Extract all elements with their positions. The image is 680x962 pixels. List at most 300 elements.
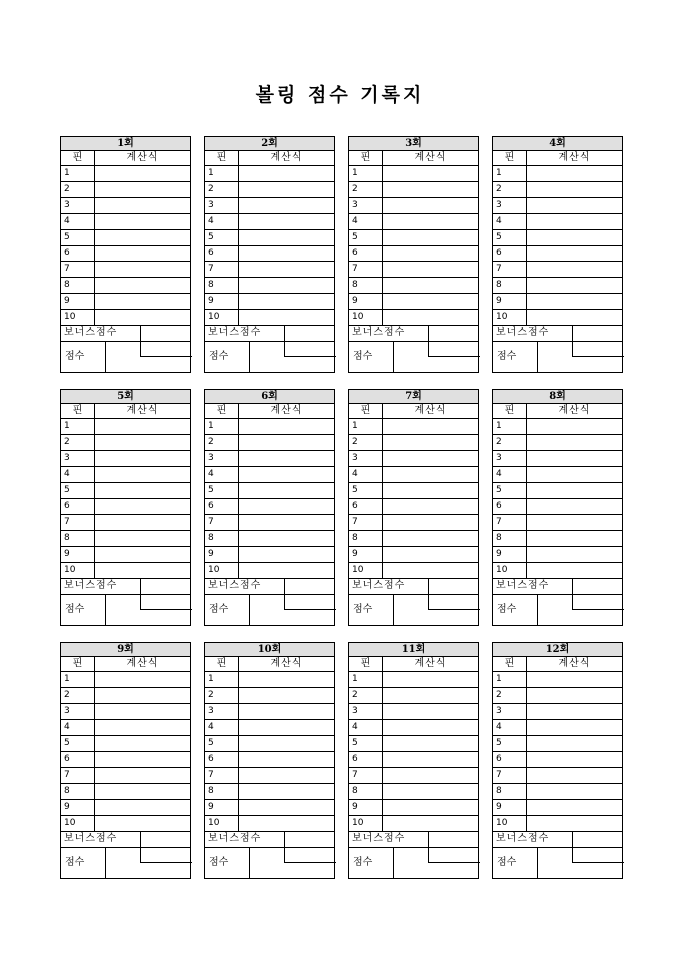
frame-number: 2 — [349, 435, 383, 450]
bonus-label: 보너스점수 — [208, 327, 262, 338]
formula-cell[interactable] — [239, 784, 334, 799]
formula-cell[interactable] — [527, 246, 622, 261]
formula-cell[interactable] — [239, 278, 334, 293]
frame-number: 2 — [205, 182, 239, 197]
formula-cell[interactable] — [95, 547, 190, 562]
score-box[interactable] — [140, 594, 192, 610]
frame-row — [348, 784, 479, 800]
game-card — [60, 389, 192, 626]
formula-header: 계산식 — [414, 152, 447, 163]
formula-cell[interactable] — [527, 310, 622, 325]
frame-row — [492, 262, 623, 278]
frame-row — [348, 419, 479, 435]
score-box[interactable] — [284, 847, 336, 863]
formula-cell[interactable] — [95, 752, 190, 767]
formula-cell[interactable] — [239, 563, 334, 578]
formula-cell[interactable] — [527, 752, 622, 767]
formula-cell[interactable] — [383, 704, 478, 719]
formula-cell[interactable] — [239, 499, 334, 514]
formula-cell[interactable] — [95, 278, 190, 293]
pin-header: 핀 — [493, 151, 527, 165]
frame-row — [204, 531, 335, 547]
formula-header: 계산식 — [558, 658, 591, 669]
formula-cell[interactable] — [383, 483, 478, 498]
score-row — [348, 848, 479, 879]
frame-number: 5 — [205, 230, 239, 245]
formula-cell[interactable] — [383, 800, 478, 815]
frame-row — [60, 182, 191, 198]
formula-cell[interactable] — [383, 278, 478, 293]
formula-cell[interactable] — [95, 435, 190, 450]
formula-cell[interactable] — [383, 419, 478, 434]
frame-row — [60, 800, 191, 816]
frame-number: 4 — [349, 720, 383, 735]
bonus-label: 보너스점수 — [352, 580, 406, 591]
formula-cell[interactable] — [527, 262, 622, 277]
formula-cell[interactable] — [239, 752, 334, 767]
frame-row — [60, 563, 191, 579]
pin-header: 핀 — [349, 404, 383, 418]
score-row — [204, 342, 335, 373]
formula-cell[interactable] — [383, 435, 478, 450]
formula-cell[interactable] — [383, 310, 478, 325]
formula-header: 계산식 — [414, 405, 447, 416]
game-header: 7회 — [348, 389, 479, 404]
formula-cell[interactable] — [383, 816, 478, 831]
bonus-divider — [428, 832, 429, 847]
frame-row — [204, 278, 335, 294]
formula-cell[interactable] — [95, 310, 190, 325]
frame-row — [348, 752, 479, 768]
formula-cell[interactable] — [383, 182, 478, 197]
frame-number: 10 — [205, 310, 239, 325]
frame-number: 6 — [349, 499, 383, 514]
frame-row — [492, 419, 623, 435]
frame-number: 6 — [349, 246, 383, 261]
frame-number: 2 — [205, 688, 239, 703]
frame-number: 5 — [61, 736, 95, 751]
formula-cell[interactable] — [383, 768, 478, 783]
formula-cell[interactable] — [95, 166, 190, 181]
score-row — [492, 342, 623, 373]
bonus-divider — [428, 579, 429, 594]
score-box[interactable] — [428, 847, 480, 863]
formula-cell[interactable] — [239, 451, 334, 466]
formula-cell[interactable] — [239, 435, 334, 450]
game-header: 4회 — [492, 136, 623, 151]
frame-number: 6 — [61, 752, 95, 767]
formula-cell[interactable] — [527, 800, 622, 815]
frame-number: 4 — [61, 467, 95, 482]
formula-cell[interactable] — [95, 451, 190, 466]
formula-cell[interactable] — [239, 688, 334, 703]
formula-cell[interactable] — [95, 419, 190, 434]
formula-cell[interactable] — [527, 483, 622, 498]
score-box[interactable] — [428, 341, 480, 357]
frame-number: 6 — [349, 752, 383, 767]
frame-row — [60, 419, 191, 435]
frame-row — [204, 419, 335, 435]
frame-row — [204, 483, 335, 499]
formula-cell[interactable] — [527, 736, 622, 751]
frame-row — [348, 800, 479, 816]
frame-number: 3 — [61, 704, 95, 719]
frame-row — [348, 310, 479, 326]
frame-number: 4 — [493, 467, 527, 482]
frame-number: 7 — [493, 515, 527, 530]
frame-row — [348, 278, 479, 294]
bonus-row — [492, 579, 623, 595]
formula-cell[interactable] — [239, 419, 334, 434]
frame-number: 1 — [61, 419, 95, 434]
frame-row — [492, 547, 623, 563]
frame-number: 5 — [493, 230, 527, 245]
column-header-row — [348, 151, 479, 166]
formula-cell[interactable] — [95, 294, 190, 309]
frame-row — [348, 214, 479, 230]
formula-cell[interactable] — [383, 246, 478, 261]
score-label: 점수 — [493, 342, 538, 372]
formula-header: 계산식 — [126, 152, 159, 163]
formula-cell[interactable] — [239, 547, 334, 562]
frame-row — [492, 784, 623, 800]
formula-cell[interactable] — [95, 563, 190, 578]
frame-number: 8 — [61, 531, 95, 546]
formula-cell[interactable] — [527, 672, 622, 687]
pin-header: 핀 — [493, 657, 527, 671]
bonus-row — [348, 832, 479, 848]
pin-header: 핀 — [205, 151, 239, 165]
formula-cell[interactable] — [239, 736, 334, 751]
frame-row — [204, 816, 335, 832]
formula-header: 계산식 — [126, 658, 159, 669]
formula-cell[interactable] — [95, 688, 190, 703]
formula-cell[interactable] — [383, 563, 478, 578]
formula-cell[interactable] — [95, 784, 190, 799]
formula-cell[interactable] — [239, 198, 334, 213]
score-row — [60, 595, 191, 626]
frame-row — [204, 672, 335, 688]
formula-cell[interactable] — [527, 435, 622, 450]
formula-cell[interactable] — [527, 515, 622, 530]
frame-number: 1 — [61, 166, 95, 181]
formula-cell[interactable] — [239, 214, 334, 229]
frame-number: 6 — [205, 246, 239, 261]
score-box[interactable] — [140, 847, 192, 863]
frame-row — [348, 816, 479, 832]
frame-number: 7 — [205, 262, 239, 277]
frame-number: 7 — [205, 768, 239, 783]
frame-number: 1 — [493, 166, 527, 181]
frame-row — [204, 768, 335, 784]
formula-cell[interactable] — [383, 230, 478, 245]
formula-cell[interactable] — [239, 310, 334, 325]
frame-row — [60, 246, 191, 262]
formula-cell[interactable] — [95, 230, 190, 245]
formula-header: 계산식 — [270, 658, 303, 669]
score-row — [204, 848, 335, 879]
formula-cell[interactable] — [383, 262, 478, 277]
bonus-row — [204, 579, 335, 595]
frame-number: 5 — [61, 230, 95, 245]
frame-number: 9 — [493, 547, 527, 562]
frame-number: 3 — [205, 451, 239, 466]
formula-cell[interactable] — [95, 768, 190, 783]
formula-cell[interactable] — [527, 278, 622, 293]
formula-cell[interactable] — [95, 214, 190, 229]
frame-row — [204, 182, 335, 198]
bonus-row — [204, 832, 335, 848]
formula-cell[interactable] — [95, 262, 190, 277]
frame-number: 8 — [205, 278, 239, 293]
formula-cell[interactable] — [527, 198, 622, 213]
formula-cell[interactable] — [239, 515, 334, 530]
score-box[interactable] — [284, 341, 336, 357]
frame-number: 7 — [493, 768, 527, 783]
game-header: 8회 — [492, 389, 623, 404]
formula-cell[interactable] — [239, 467, 334, 482]
frame-row — [348, 230, 479, 246]
frame-row — [204, 752, 335, 768]
frame-number: 7 — [349, 768, 383, 783]
formula-cell[interactable] — [239, 672, 334, 687]
frame-row — [204, 547, 335, 563]
frame-row — [60, 230, 191, 246]
frame-number: 5 — [493, 736, 527, 751]
score-box[interactable] — [572, 341, 624, 357]
formula-cell[interactable] — [383, 752, 478, 767]
formula-cell[interactable] — [95, 720, 190, 735]
frame-row — [204, 262, 335, 278]
score-row — [348, 342, 479, 373]
formula-cell[interactable] — [95, 483, 190, 498]
formula-cell[interactable] — [527, 294, 622, 309]
frame-row — [204, 451, 335, 467]
frame-row — [492, 451, 623, 467]
frame-row — [492, 704, 623, 720]
formula-cell[interactable] — [527, 720, 622, 735]
formula-cell[interactable] — [95, 531, 190, 546]
score-label: 점수 — [349, 342, 394, 372]
frame-row — [348, 704, 479, 720]
score-box[interactable] — [428, 594, 480, 610]
game-card — [60, 642, 192, 879]
frame-row — [60, 483, 191, 499]
formula-cell[interactable] — [383, 499, 478, 514]
frame-row — [348, 688, 479, 704]
formula-cell[interactable] — [527, 547, 622, 562]
formula-cell[interactable] — [95, 499, 190, 514]
score-box[interactable] — [140, 341, 192, 357]
score-row — [492, 848, 623, 879]
formula-cell[interactable] — [383, 294, 478, 309]
formula-cell[interactable] — [383, 214, 478, 229]
frame-number: 8 — [61, 784, 95, 799]
score-box[interactable] — [284, 594, 336, 610]
pin-header: 핀 — [205, 657, 239, 671]
frame-number: 2 — [61, 182, 95, 197]
frame-number: 1 — [349, 419, 383, 434]
formula-cell[interactable] — [239, 230, 334, 245]
frame-number: 2 — [61, 435, 95, 450]
formula-cell[interactable] — [527, 688, 622, 703]
formula-cell[interactable] — [527, 419, 622, 434]
game-card — [204, 136, 336, 373]
formula-cell[interactable] — [527, 166, 622, 181]
frame-row — [60, 752, 191, 768]
frame-number: 5 — [349, 230, 383, 245]
frame-number: 3 — [493, 198, 527, 213]
formula-cell[interactable] — [383, 515, 478, 530]
formula-cell[interactable] — [95, 246, 190, 261]
formula-cell[interactable] — [95, 182, 190, 197]
formula-cell[interactable] — [527, 784, 622, 799]
score-label: 점수 — [205, 342, 250, 372]
frame-number: 3 — [493, 704, 527, 719]
frame-number: 6 — [493, 752, 527, 767]
formula-cell[interactable] — [527, 182, 622, 197]
formula-cell[interactable] — [95, 467, 190, 482]
formula-cell[interactable] — [383, 531, 478, 546]
formula-cell[interactable] — [383, 166, 478, 181]
formula-cell[interactable] — [527, 451, 622, 466]
formula-cell[interactable] — [527, 230, 622, 245]
frame-number: 6 — [205, 752, 239, 767]
frame-number: 6 — [61, 499, 95, 514]
game-card — [348, 136, 480, 373]
pin-header: 핀 — [205, 404, 239, 418]
frame-row — [204, 800, 335, 816]
formula-cell[interactable] — [239, 531, 334, 546]
frame-row — [492, 278, 623, 294]
page-title: 볼링 점수 기록지 — [255, 84, 425, 106]
frame-number: 3 — [493, 451, 527, 466]
formula-cell[interactable] — [239, 262, 334, 277]
formula-header: 계산식 — [558, 152, 591, 163]
frame-row — [204, 688, 335, 704]
score-row — [60, 848, 191, 879]
frame-row — [60, 515, 191, 531]
formula-cell[interactable] — [239, 816, 334, 831]
score-label: 점수 — [205, 848, 250, 878]
formula-cell[interactable] — [527, 499, 622, 514]
frame-row — [492, 672, 623, 688]
frame-number: 2 — [205, 435, 239, 450]
game-header: 11회 — [348, 642, 479, 657]
formula-cell[interactable] — [527, 816, 622, 831]
formula-cell[interactable] — [383, 736, 478, 751]
frame-number: 10 — [349, 310, 383, 325]
pin-header: 핀 — [349, 657, 383, 671]
frame-number: 5 — [493, 483, 527, 498]
formula-cell[interactable] — [383, 672, 478, 687]
frame-number: 1 — [349, 166, 383, 181]
formula-cell[interactable] — [527, 467, 622, 482]
column-header-row — [492, 151, 623, 166]
formula-cell[interactable] — [239, 704, 334, 719]
formula-cell[interactable] — [383, 784, 478, 799]
frame-row — [204, 720, 335, 736]
column-header-row — [60, 404, 191, 419]
formula-cell[interactable] — [239, 246, 334, 261]
pin-header: 핀 — [61, 151, 95, 165]
frame-row — [492, 230, 623, 246]
frame-number: 9 — [349, 800, 383, 815]
formula-cell[interactable] — [527, 768, 622, 783]
formula-cell[interactable] — [95, 800, 190, 815]
frame-number: 9 — [61, 800, 95, 815]
frame-row — [60, 547, 191, 563]
formula-cell[interactable] — [383, 467, 478, 482]
formula-cell[interactable] — [383, 451, 478, 466]
frame-row — [348, 262, 479, 278]
formula-cell[interactable] — [95, 515, 190, 530]
formula-cell[interactable] — [239, 800, 334, 815]
frame-row — [348, 246, 479, 262]
bonus-divider — [140, 579, 141, 594]
formula-cell[interactable] — [95, 198, 190, 213]
formula-cell[interactable] — [527, 531, 622, 546]
formula-cell[interactable] — [239, 294, 334, 309]
formula-cell[interactable] — [95, 816, 190, 831]
frame-row — [348, 531, 479, 547]
frame-number: 3 — [61, 451, 95, 466]
column-header-row — [492, 657, 623, 672]
bonus-divider — [284, 326, 285, 341]
frame-number: 3 — [349, 198, 383, 213]
formula-cell[interactable] — [383, 547, 478, 562]
score-box[interactable] — [572, 847, 624, 863]
frame-number: 1 — [493, 672, 527, 687]
column-header-row — [492, 404, 623, 419]
frame-row — [60, 310, 191, 326]
formula-cell[interactable] — [239, 166, 334, 181]
frame-row — [492, 166, 623, 182]
formula-cell[interactable] — [383, 198, 478, 213]
formula-cell[interactable] — [239, 483, 334, 498]
frame-number: 6 — [493, 499, 527, 514]
frame-row — [204, 214, 335, 230]
frame-number: 3 — [205, 704, 239, 719]
formula-cell[interactable] — [239, 768, 334, 783]
formula-cell[interactable] — [239, 720, 334, 735]
formula-cell[interactable] — [95, 736, 190, 751]
formula-cell[interactable] — [95, 672, 190, 687]
formula-cell[interactable] — [383, 688, 478, 703]
bonus-label: 보너스점수 — [64, 327, 118, 338]
frame-row — [204, 198, 335, 214]
formula-cell[interactable] — [95, 704, 190, 719]
formula-cell[interactable] — [239, 182, 334, 197]
formula-cell[interactable] — [527, 704, 622, 719]
score-box[interactable] — [572, 594, 624, 610]
frame-number: 4 — [493, 720, 527, 735]
bonus-row — [348, 326, 479, 342]
game-header: 2회 — [204, 136, 335, 151]
bonus-divider — [572, 832, 573, 847]
frame-number: 10 — [493, 816, 527, 831]
game-header: 10회 — [204, 642, 335, 657]
frame-number: 4 — [205, 214, 239, 229]
frame-number: 9 — [61, 547, 95, 562]
bonus-label: 보너스점수 — [352, 327, 406, 338]
formula-cell[interactable] — [383, 720, 478, 735]
game-card — [60, 136, 192, 373]
formula-cell[interactable] — [527, 563, 622, 578]
formula-cell[interactable] — [527, 214, 622, 229]
frame-row — [348, 499, 479, 515]
game-header: 5회 — [60, 389, 191, 404]
